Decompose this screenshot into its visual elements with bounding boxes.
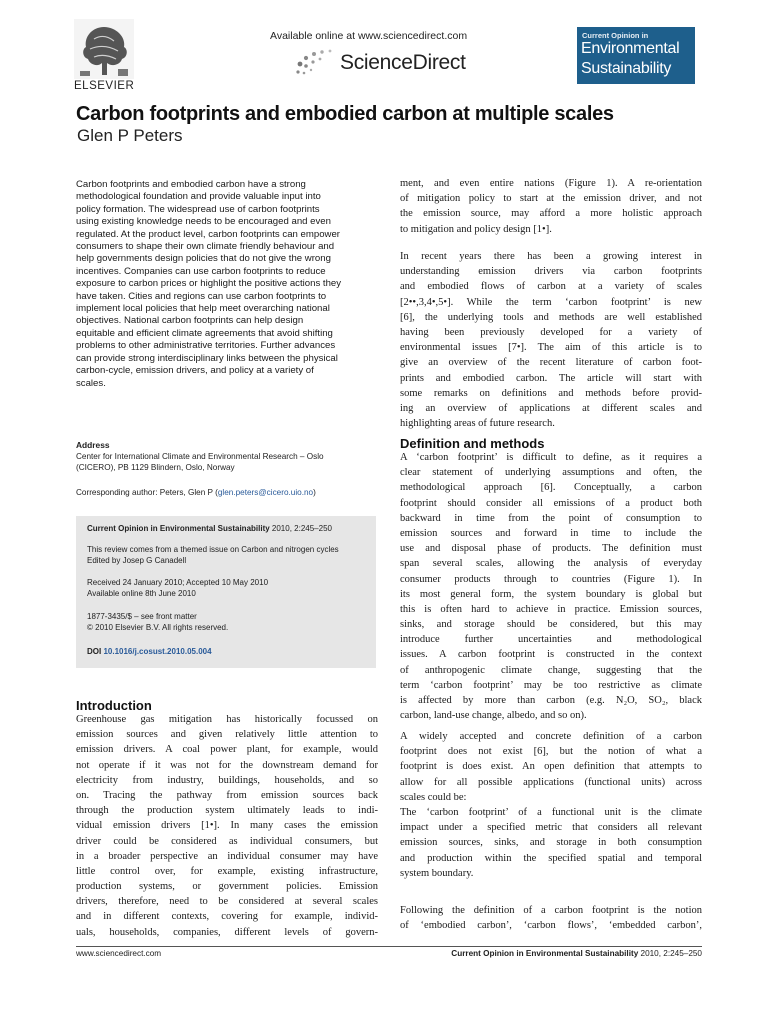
sciencedirect-dots-icon (292, 44, 342, 78)
abstract (76, 179, 376, 390)
intro-text-line: electricity from industry, buildings, households, and so (76, 774, 378, 786)
author-email-link[interactable]: glen.peters@cicero.uio.no (217, 488, 314, 497)
abstract-line: objectives. National carbon footprints can help design (76, 315, 304, 327)
col2-p2-line: prints and embodied carbon. The article will start with (400, 372, 702, 384)
col2-p3-line: this is often hard to achieve in practice. Emission sources, (400, 603, 702, 615)
col2-p3-line: span several scales, allowing the analysis of everyday (400, 558, 702, 570)
abstract-line: help governments design policies that do not give the wrong (76, 253, 331, 265)
intro-text-line: production systems, or government policies. Emission (76, 881, 378, 893)
col2-p3-line: sinks, and storage should be considered, but this may (400, 619, 702, 631)
col2-p5-line: system boundary. (400, 867, 474, 879)
col2-p3-line: carbon, land-use change, albedo, and so on). (400, 710, 587, 722)
abstract-line: incentives. Companies can use carbon footprints to reduce (76, 265, 326, 277)
abstract-line: problems to other administrative territories. Further advances (76, 340, 336, 352)
footer-pages: 2010, 2:245–250 (638, 949, 702, 958)
col2-p1-line: the emission source, may afford a more holistic approach (400, 208, 702, 220)
col2-p6-line: of ‘embodied carbon’, ‘carbon flows’, ‘embedded carbon’, (400, 920, 702, 932)
col2-p2-line: [6], the underlying tools and methods are well established (400, 311, 702, 323)
article-info-box (76, 516, 376, 668)
info-received: Received 24 January 2010; Accepted 10 May 2010 (87, 578, 269, 587)
col2-p3-line: footprint should consider all emissions of a product both (400, 497, 702, 509)
intro-text-line: not operate if it was not for the downstream demand for (76, 759, 378, 771)
info-editor: Edited by Josep G Canadell (87, 556, 187, 565)
info-doi (87, 647, 212, 656)
doi-label: DOI (87, 647, 104, 656)
col2-p3-line: of anthropogenic climate change, suggesting that the (400, 664, 702, 676)
col2-p3-line: term ‘carbon footprint’ may be too restrictive as climate (400, 679, 702, 691)
intro-text-line: on. Tracing the pathway from emission sources back (76, 789, 378, 801)
intro-text-line: emission sources and given relatively little attention to (76, 729, 378, 741)
intro-text-line: uals, households, companies, different levels of govern- (76, 926, 378, 938)
abstract-line: equitable and efficient climate agreements that avoid shifting (76, 327, 333, 339)
abstract-line: Carbon footprints and embodied carbon have a strong (76, 179, 306, 190)
col2-p1-line: ment, and even entire nations (Figure 1). A re-orientation (400, 178, 702, 189)
col2-p2-line: highlighting areas of future research. (400, 418, 555, 430)
corresponding-prefix: Corresponding author: Peters, Glen P ( (76, 488, 218, 497)
footer-rule (76, 946, 702, 947)
footer-citation (400, 949, 702, 958)
definition-heading: Definition and methods (400, 436, 545, 451)
col2-p2-line: give an overview of the recent literature of carbon foot- (400, 357, 702, 369)
intro-text-line: driver could be considered as individual consumers, but (76, 835, 378, 847)
abstract-line: have taken. Cities and regions can use carbon footprints to (76, 290, 327, 302)
article-title: Carbon footprints and embodied carbon at multiple scales (76, 103, 614, 125)
col2-p5-line: The ‘carbon footprint’ of a functional unit is the climate (400, 807, 702, 818)
col2-p3-line: methodological approach [6]. Conceptually, a carbon (400, 482, 702, 494)
info-themed-issue: This review comes from a themed issue on Carbon and nitrogen cycles (87, 545, 339, 554)
col2-paragraph-2 (400, 249, 702, 431)
col2-p2-line: [2••,3,4•,5•]. While the term ‘carbon footprint’ is new (400, 296, 702, 308)
col2-p3-line: introduce further uncertainties and methodological (400, 634, 702, 646)
journal-logo-line2: Sustainability (581, 60, 672, 77)
col2-p2-line: ing an overview of applications at different scales and (400, 402, 702, 414)
sciencedirect-wordmark: ScienceDirect (340, 51, 466, 74)
col2-paragraph-6 (400, 903, 702, 933)
col2-p3-line: its most general form, the system boundary is global but (400, 588, 702, 600)
col2-p3-line: emission sources and forward in time to include the (400, 527, 702, 539)
intro-text-line: in a broader perspective an individual consumer may have (76, 850, 378, 862)
introduction-heading: Introduction (76, 698, 152, 713)
abstract-line: implement local policies that help meet overarching national (76, 303, 330, 315)
corresponding-suffix: ) (313, 488, 316, 497)
corresponding-author (76, 488, 376, 497)
col2-p5-line: emission sources, sinks, and storage in both consumption (400, 837, 702, 849)
info-journal-name: Current Opinion in Environmental Sustainability (87, 524, 270, 533)
col2-p2-line: some remarks on definitions and methods before provid- (400, 387, 702, 399)
col2-p3-line: clear statement of underlying assumptions and often, the (400, 467, 702, 479)
col2-p2-line: In recent years there has been a growing interest in (400, 251, 702, 262)
col2-paragraph-4 (400, 729, 702, 805)
col2-p1-line: of mitigation policy to start at the emission driver, and not (400, 193, 702, 205)
address-block (76, 440, 376, 473)
col2-p3-line: is affected by more than carbon (e.g. N₂O, SO₂, black (400, 695, 702, 706)
abstract-line: policy formation. The widespread use of carbon footprints (76, 203, 320, 215)
intro-text-line: Greenhouse gas mitigation has historically focussed on (76, 714, 378, 725)
introduction-text (76, 712, 378, 940)
col2-paragraph-1 (400, 176, 702, 237)
col2-p2-line: environmental issues [7•]. The aim of this article is to (400, 342, 702, 354)
journal-logo-box (577, 27, 695, 84)
info-journal-volume: 2010, 2:245–250 (269, 524, 332, 533)
abstract-line: scales. (76, 377, 106, 389)
col2-p3-line: backward in time from the point of consumption to (400, 512, 702, 524)
abstract-line: consumers to shape their own climate friendly behaviour and (76, 241, 335, 253)
doi-link[interactable]: 10.1016/j.cosust.2010.05.004 (103, 647, 212, 656)
publisher-name: ELSEVIER (74, 80, 135, 92)
col2-p4-line: A widely accepted and concrete definition of a carbon (400, 731, 702, 742)
abstract-line: using existing knowledge needs to be encouraged and even (76, 216, 331, 228)
footer-url[interactable]: www.sciencedirect.com (76, 949, 162, 958)
journal-logo-small: Current Opinion in (582, 31, 649, 40)
col2-p3-line: issues. A carbon footprint is constructed in the context (400, 649, 702, 661)
col2-p4-line: footprint does not exist [6], but the notion of what a (400, 746, 702, 758)
abstract-line: carbon-cycle, emission drivers, and policy at a variety of (76, 365, 314, 377)
address-heading: Address (76, 440, 110, 450)
col2-p4-line: allow for all possible applications (functional units) across (400, 776, 702, 788)
col2-p2-line: understanding emission drivers via carbon footprints (400, 266, 702, 278)
address-line-1: Center for International Climate and Environmental Research – Oslo (76, 452, 324, 461)
col2-p3-line: consumer products through to countries (Figure 1). In (400, 573, 702, 585)
available-online-text: Available online at www.sciencedirect.com (270, 30, 468, 42)
col2-p5-line: impact under a specified metric that considers all relevant (400, 822, 702, 834)
abstract-line: regulated. At the product level, carbon footprints can empower (76, 228, 340, 240)
col2-p3-line: use and disposal phase of products. The definition must (400, 543, 702, 555)
intro-text-line: drivers, therefore, need to be considered at several scales (76, 896, 378, 908)
intro-text-line: little control over, for example, existing infrastructure, (76, 865, 378, 877)
col2-p2-line: and embodied flows of carbon at a variety of scales (400, 281, 702, 293)
col2-paragraph-5 (400, 805, 702, 881)
col2-paragraph-3 (400, 450, 702, 723)
info-journal-citation (87, 524, 332, 533)
intro-text-line: emission drivers. A coal power plant, for example, would (76, 744, 378, 756)
info-issn: 1877-3435/$ – see front matter (87, 612, 197, 621)
footer-journal: Current Opinion in Environmental Sustainability (451, 949, 639, 958)
abstract-line: can provide strong interdisciplinary links between the physical (76, 352, 338, 364)
intro-text-line: vidual emission drivers [1•]. In many cases the emission (76, 820, 378, 832)
info-available: Available online 8th June 2010 (87, 589, 196, 598)
col2-p3-line: A ‘carbon footprint’ is difficult to define, as it requires a (400, 452, 702, 463)
col2-p6-line: Following the definition of a carbon footprint is the notion (400, 905, 702, 916)
col2-p4-line: footprint is does exist. An open definition that attempts to (400, 761, 702, 773)
col2-p5-line: and production within the specified spatial and temporal (400, 852, 702, 864)
journal-logo-line1: Environmental (581, 40, 680, 57)
abstract-line: methodological foundation and provide valuable input into (76, 191, 321, 203)
col2-p1-line: to mitigation and policy design [1•]. (400, 223, 552, 235)
intro-text-line: through the production system ultimately leads to indi- (76, 805, 378, 817)
col2-p4-line: scales could be: (400, 791, 467, 803)
article-author: Glen P Peters (77, 126, 183, 145)
abstract-line: exposure to carbon prices or highlight the positive actions they (76, 278, 342, 290)
elsevier-tree-logo (74, 19, 134, 79)
intro-text-line: and in different contexts, covering for example, individ- (76, 911, 378, 923)
address-line-2: (CICERO), PB 1129 Blindern, Oslo, Norway (76, 463, 235, 472)
info-copyright: © 2010 Elsevier B.V. All rights reserved. (87, 623, 229, 632)
col2-p2-line: having been previously developed for a variety of (400, 326, 702, 338)
